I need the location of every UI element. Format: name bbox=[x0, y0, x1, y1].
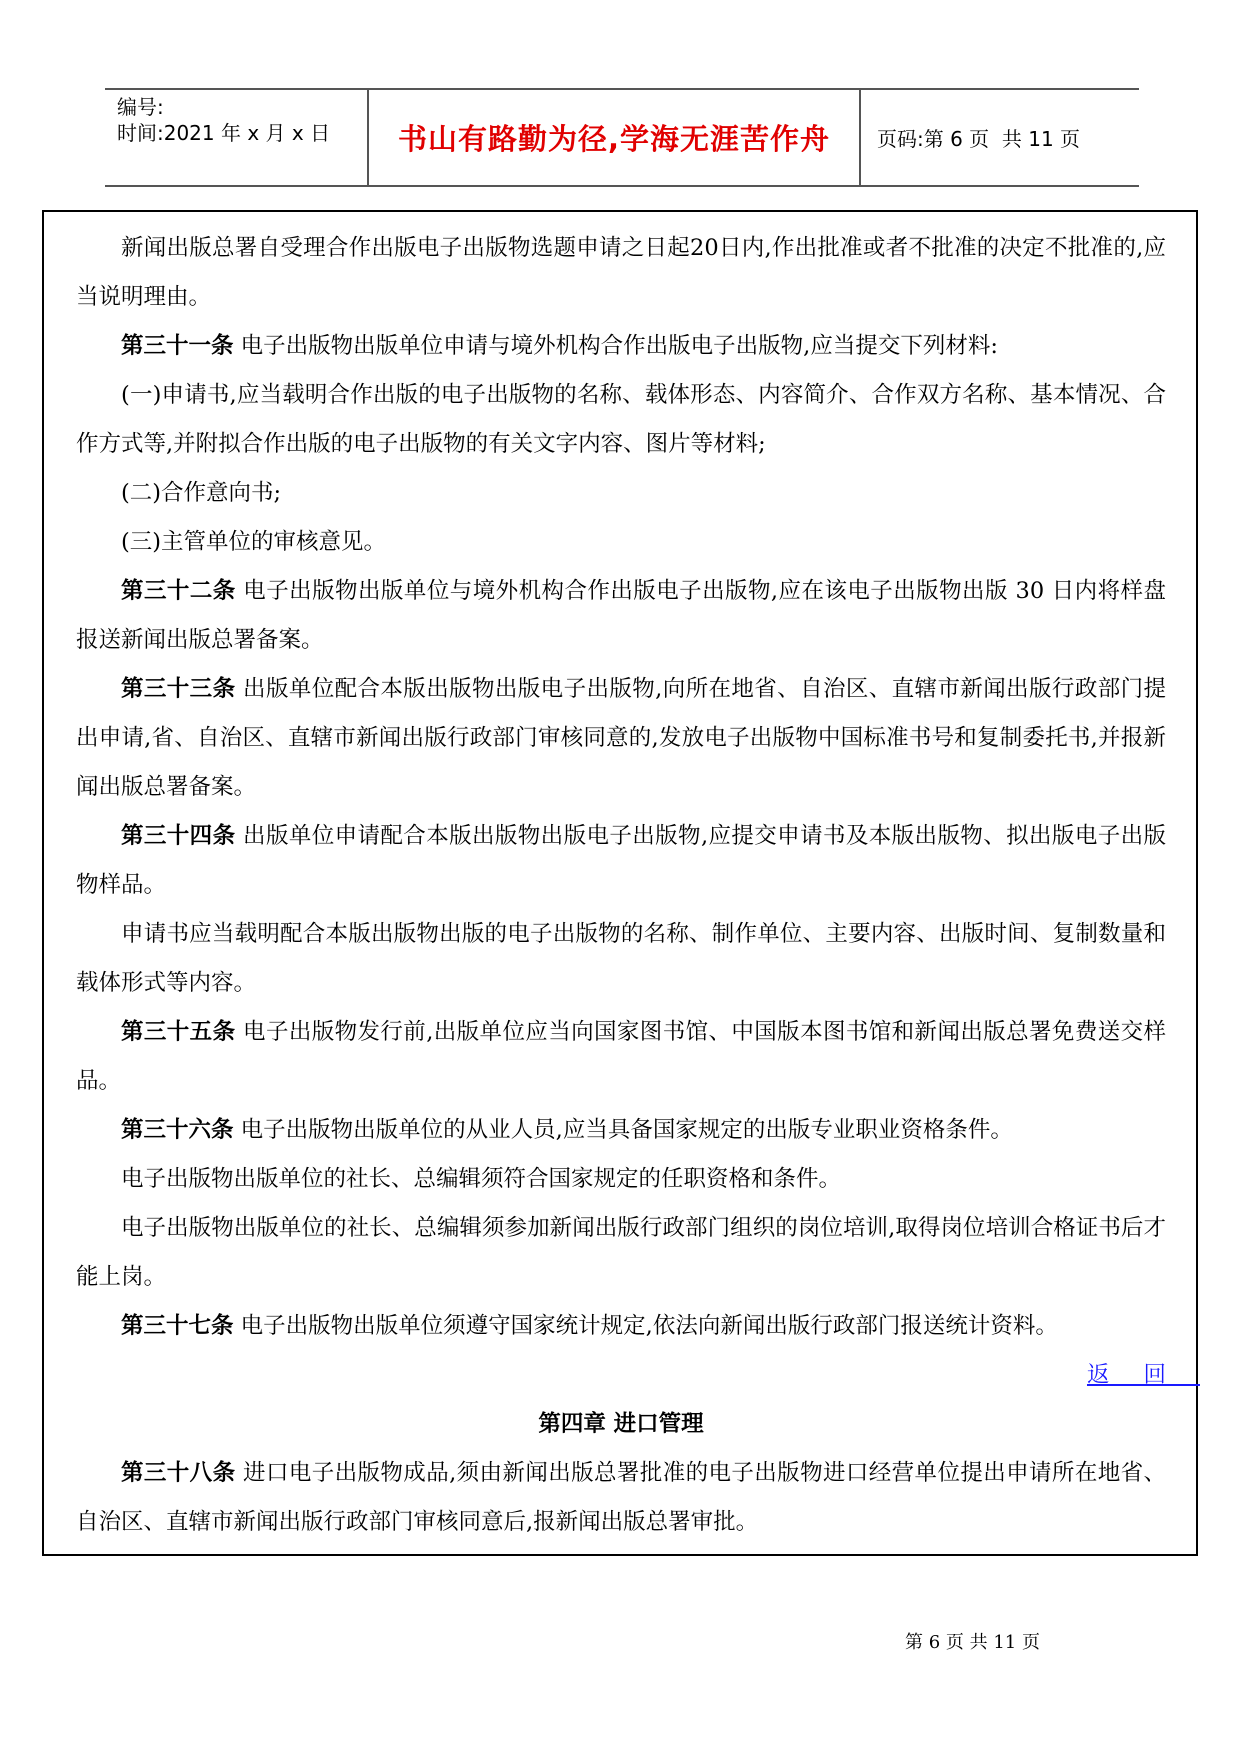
article-38 bbox=[76, 1449, 1166, 1547]
article-35 bbox=[76, 1008, 1166, 1106]
content-box bbox=[42, 210, 1198, 1556]
article-33-text: 出版单位配合本版出版物出版电子出版物,向所在地省、自治区、直辖市新闻出版行政部门提出申请,省、自治区、直辖市新闻出版行政部门审核同意的,发放电子出版物中国标准书号和复制委托书,并报新闻出版总署备案。 bbox=[76, 676, 1167, 800]
article-32-title: 第三十二条 bbox=[121, 578, 236, 604]
document-number-label: 编号: bbox=[117, 95, 164, 119]
article-37 bbox=[76, 1302, 1166, 1351]
article-31 bbox=[76, 322, 1166, 371]
header-page-cell bbox=[861, 90, 1139, 185]
back-link-row bbox=[76, 1351, 1200, 1400]
paragraph-application-content: 申请书应当载明配合本版出版物出版的电子出版物的名称、制作单位、主要内容、出版时间、复制数量和载体形式等内容。 bbox=[76, 921, 1166, 996]
article-37-text: 电子出版物出版单位须遵守国家统计规定,依法向新闻出版行政部门报送统计资料。 bbox=[240, 1313, 1058, 1339]
article-31-text: 电子出版物出版单位申请与境外机构合作出版电子出版物,应当提交下列材料: bbox=[240, 333, 998, 359]
article-36 bbox=[76, 1106, 1166, 1155]
chapter-4-heading: 第四章 进口管理 bbox=[538, 1411, 704, 1437]
article-33 bbox=[76, 665, 1166, 812]
article-36-text: 电子出版物出版单位的从业人员,应当具备国家规定的出版专业职业资格条件。 bbox=[240, 1117, 1013, 1143]
article-31-item-2: (二)合作意向书; bbox=[121, 480, 282, 506]
article-38-title: 第三十八条 bbox=[121, 1460, 236, 1486]
article-31-item-3: (三)主管单位的审核意见。 bbox=[121, 529, 387, 555]
paragraph-director-training: 电子出版物出版单位的社长、总编辑须参加新闻出版行政部门组织的岗位培训,取得岗位培训合格证书后才能上岗。 bbox=[76, 1215, 1166, 1290]
article-34 bbox=[76, 812, 1166, 910]
article-32 bbox=[76, 567, 1166, 665]
header-left-cell bbox=[105, 90, 369, 185]
paragraph-director-qualification: 电子出版物出版单位的社长、总编辑须符合国家规定的任职资格和条件。 bbox=[121, 1166, 842, 1192]
header-motto: 书山有路勤为径,学海无涯苦作舟 bbox=[397, 122, 831, 156]
article-36-title: 第三十六条 bbox=[121, 1117, 234, 1143]
article-34-text: 出版单位申请配合本版出版物出版电子出版物,应提交申请书及本版出版物、拟出版电子出版物样品。 bbox=[76, 823, 1167, 898]
article-37-title: 第三十七条 bbox=[121, 1313, 234, 1339]
page-header bbox=[105, 88, 1139, 187]
article-31-item-1: (一)申请书,应当载明合作出版的电子出版物的名称、载体形态、内容简介、合作双方名称、基本情况、合作方式等,并附拟合作出版的电子出版物的有关文字内容、图片等材料; bbox=[76, 382, 1166, 457]
header-motto-cell bbox=[369, 90, 861, 185]
article-32-text: 电子出版物出版单位与境外机构合作出版电子出版物,应在该电子出版物出版 30 日内将样盘报送新闻出版总署备案。 bbox=[76, 578, 1166, 653]
document-time-label: 时间:2021 年 x 月 x 日 bbox=[117, 121, 331, 145]
article-35-title: 第三十五条 bbox=[121, 1019, 236, 1045]
paragraph-approval-deadline: 新闻出版总署自受理合作出版电子出版物选题申请之日起20日内,作出批准或者不批准的决定不批准的,应当说明理由。 bbox=[76, 235, 1166, 310]
page-footer: 第 6 页 共 11 页 bbox=[905, 1632, 1040, 1653]
article-33-title: 第三十三条 bbox=[121, 676, 236, 702]
back-link[interactable]: 返回 bbox=[1086, 1362, 1200, 1388]
article-38-text: 进口电子出版物成品,须由新闻出版总署批准的电子出版物进口经营单位提出申请所在地省、自治区、直辖市新闻出版行政部门审核同意后,报新闻出版总署审批。 bbox=[76, 1460, 1167, 1535]
article-34-title: 第三十四条 bbox=[121, 823, 236, 849]
article-35-text: 电子出版物发行前,出版单位应当向国家图书馆、中国版本图书馆和新闻出版总署免费送交样品。 bbox=[76, 1019, 1167, 1094]
header-page-info: 页码:第 6 页 共 11 页 bbox=[877, 127, 1081, 151]
article-31-title: 第三十一条 bbox=[121, 333, 234, 359]
document-body bbox=[76, 224, 1200, 1547]
